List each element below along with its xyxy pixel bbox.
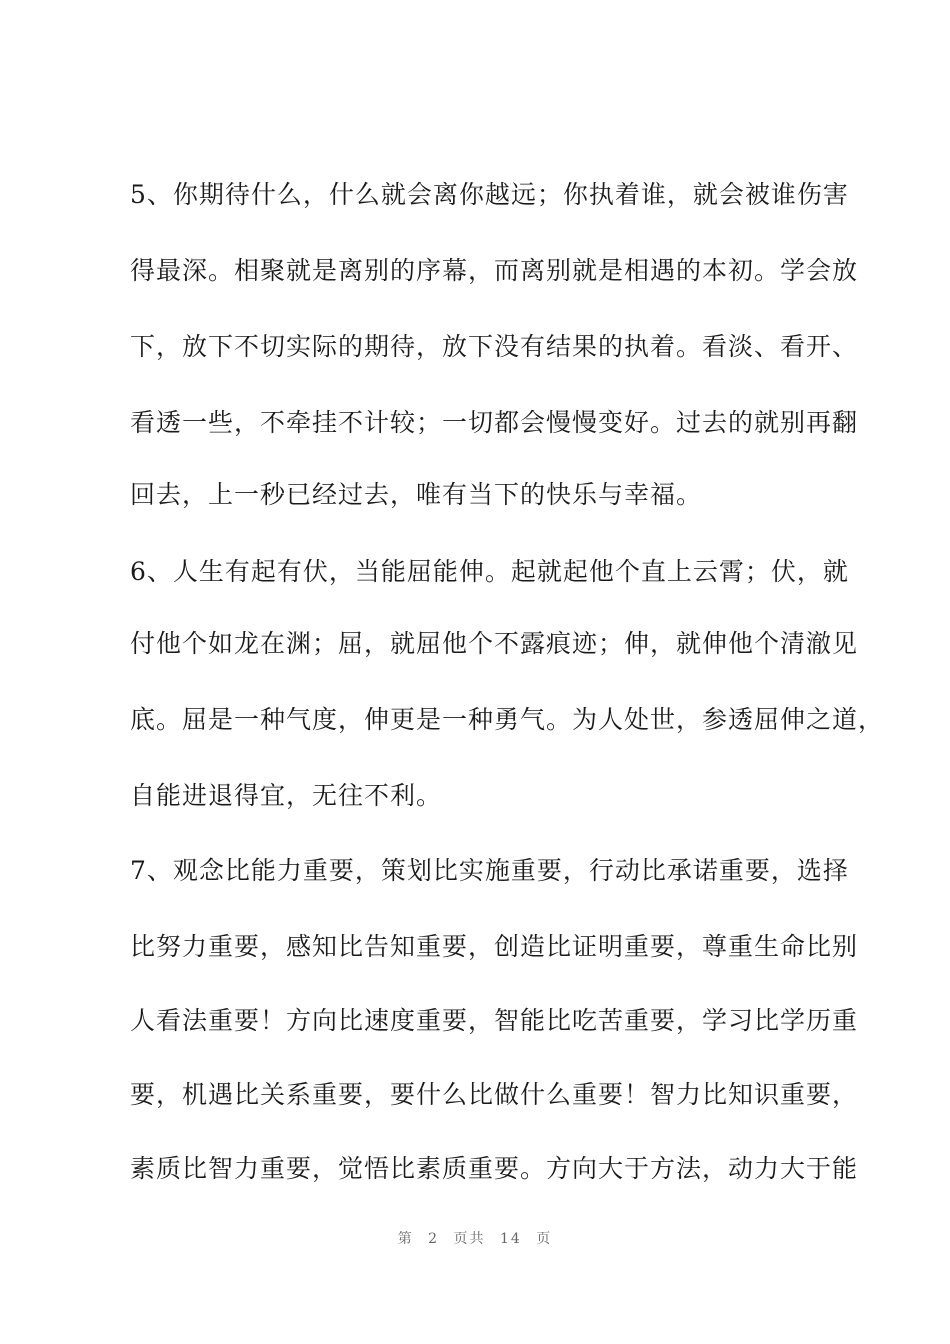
paragraph-7-line-4: 要，机遇比关系重要，要什么比做什么重要！智力比知识重要， xyxy=(130,1080,859,1109)
paragraph-6-line-2: 付他个如龙在渊；屈，就屈他个不露痕迹；伸，就伸他个清澈见 xyxy=(130,629,859,658)
page-number-footer: 第 2 页共 14 页 xyxy=(397,1231,553,1247)
paragraph-5-line-4: 看透一些，不牵挂不计较；一切都会慢慢变好。过去的就别再翻 xyxy=(130,408,859,437)
paragraph-5-line-3: 下，放下不切实际的期待，放下没有结果的执着。看淡、看开、 xyxy=(130,332,859,361)
paragraph-6-line-3: 底。屈是一种气度，伸更是一种勇气。为人处世，参透屈伸之道， xyxy=(130,705,885,734)
paragraph-7-line-1: 7、观念比能力重要，策划比实施重要，行动比承诺重要，选择 xyxy=(130,856,849,885)
paragraph-7-line-5: 素质比智力重要，觉悟比素质重要。方向大于方法，动力大于能 xyxy=(130,1154,859,1183)
paragraph-5-line-5: 回去，上一秒已经过去，唯有当下的快乐与幸福。 xyxy=(130,480,703,509)
paragraph-7-line-2: 比努力重要，感知比告知重要，创造比证明重要，尊重生命比别 xyxy=(130,932,859,961)
paragraph-6-line-1: 6、人生有起有伏，当能屈能伸。起就起他个直上云霄；伏，就 xyxy=(130,557,849,586)
paragraph-7-line-3: 人看法重要！方向比速度重要，智能比吃苦重要，学习比学历重 xyxy=(130,1006,859,1035)
paragraph-6-line-4: 自能进退得宜，无往不利。 xyxy=(130,781,443,810)
paragraph-5-line-1: 5、你期待什么，什么就会离你越远；你执着谁，就会被谁伤害 xyxy=(130,180,849,209)
paragraph-5-line-2: 得最深。相聚就是离别的序幕，而离别就是相遇的本初。学会放 xyxy=(130,256,859,285)
